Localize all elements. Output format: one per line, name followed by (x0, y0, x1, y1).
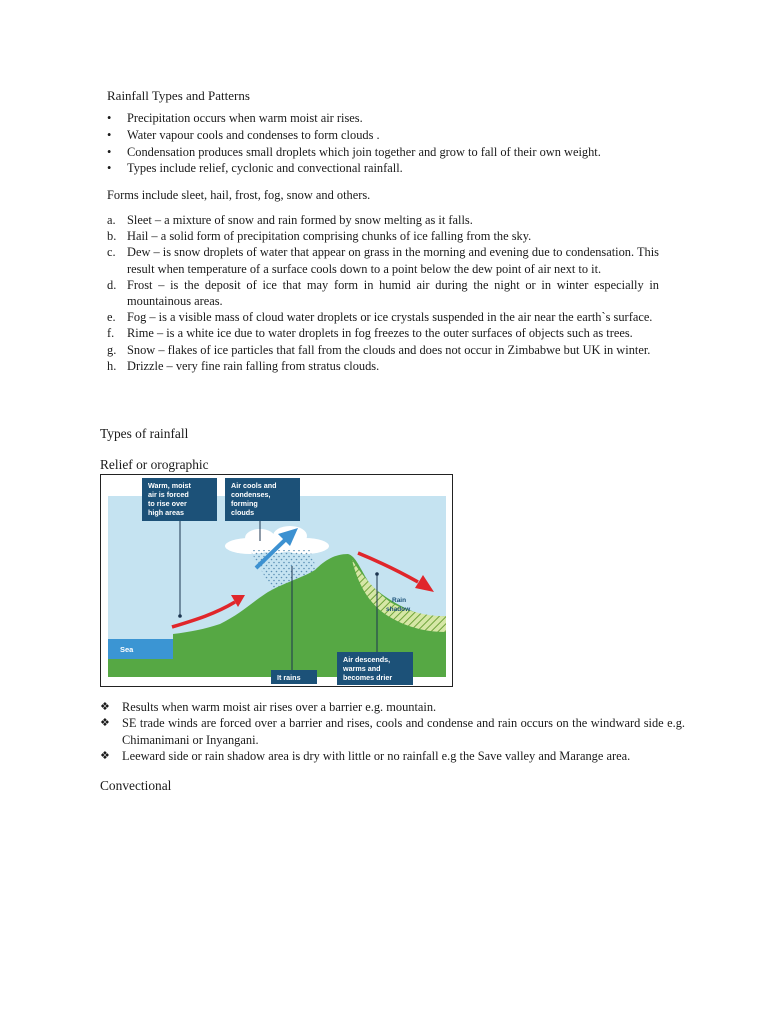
list-item (107, 244, 659, 276)
sea (108, 639, 173, 659)
rain-shadow-label-line2: shadow (386, 606, 411, 613)
label-cool-line2: condenses, (231, 490, 271, 499)
list-item-text: Rime – is a white ice due to water droplets in fog freezes to the outer surfaces of objects such as trees. (127, 326, 633, 341)
diamond-bullet-icon: ❖ (100, 716, 110, 730)
forms-intro: Forms include sleet, hail, frost, fog, snow and others. (107, 188, 371, 202)
list-marker: b. (107, 229, 117, 244)
label-box-warm-air (142, 478, 217, 521)
list-item (107, 309, 659, 325)
list-item-text: SE trade winds are forced over a barrier and rises, cools and condense and rain occurs on the windward side e.g. Chimanimani or Inyangani. (122, 716, 685, 747)
relief-rainfall-diagram (100, 474, 453, 687)
label-cool-line4: clouds (231, 508, 255, 517)
list-item (100, 748, 685, 764)
label-descends-line1: Air descends, (343, 655, 391, 664)
types-of-rainfall-heading: Types of rainfall (100, 426, 189, 441)
list-marker: h. (107, 358, 117, 373)
list-item (107, 342, 659, 358)
leader-dot-warm (178, 614, 182, 618)
bullet-glyph: • (107, 161, 112, 176)
label-warm-line2: air is forced (148, 490, 189, 499)
list-item (107, 212, 659, 228)
list-item (100, 715, 685, 748)
list-item-text: Drizzle – very fine rain falling from stratus clouds. (127, 358, 380, 373)
sea-label: Sea (120, 645, 134, 654)
list-item-text: Types include relief, cyclonic and convectional rainfall. (127, 161, 403, 176)
leader-dot-descends (375, 572, 379, 576)
list-marker: f. (107, 326, 115, 341)
precipitation-bullet-list (107, 110, 601, 177)
list-item (100, 699, 685, 715)
list-item (107, 110, 601, 127)
label-descends-line2: warms and (343, 664, 381, 673)
relief-results-list (100, 699, 685, 765)
list-item (107, 144, 601, 161)
list-item-text: Condensation produces small droplets which join together and grow to fall of their own weight. (127, 144, 601, 159)
list-item-text: Water vapour cools and condenses to form clouds . (127, 127, 380, 142)
label-cool-line1: Air cools and (231, 481, 277, 490)
list-item (107, 277, 659, 309)
list-item (107, 228, 659, 244)
diamond-bullet-icon: ❖ (100, 700, 110, 713)
label-it-rains: It rains (277, 673, 301, 682)
label-box-air-cools (225, 478, 300, 521)
list-item (107, 160, 601, 177)
bullet-glyph: • (107, 144, 112, 159)
list-marker: a. (107, 213, 116, 227)
list-item-text: Leeward side or rain shadow area is dry with little or no rainfall e.g the Save valley and Marange area. (122, 749, 631, 764)
relief-rainfall-heading: Relief or orographic (100, 457, 209, 472)
list-item-text: Dew – is snow droplets of water that appear on grass in the morning and evening due to condensation. This result when temperature of a surface cools down to a point below the dew point of air next to it. (127, 245, 659, 276)
list-item-text: Precipitation occurs when warm moist air rises. (127, 111, 363, 125)
label-descends-line3: becomes drier (343, 673, 393, 682)
list-item (107, 358, 659, 374)
forms-list (107, 212, 659, 374)
list-marker: g. (107, 342, 117, 357)
convectional-heading: Convectional (100, 778, 172, 793)
diamond-bullet-icon: ❖ (100, 749, 110, 763)
label-box-air-descends (337, 652, 413, 685)
list-marker: c. (107, 245, 116, 260)
label-cool-line3: forming (231, 499, 258, 508)
list-item-text: Frost – is the deposit of ice that may form in humid air during the night or in winter especially in mountainous areas. (127, 277, 659, 309)
list-item-text: Hail – a solid form of precipitation comprising chunks of ice falling from the sky. (127, 229, 532, 244)
list-marker: d. (107, 277, 117, 292)
list-item-text: Snow – flakes of ice particles that fall from the clouds and does not occur in Zimbabwe but UK in winter. (127, 342, 651, 357)
list-marker: e. (107, 310, 116, 325)
label-warm-line1: Warm, moist (148, 481, 191, 490)
rain-shadow-label-line1: Rain (392, 597, 407, 604)
list-item-text: Sleet – a mixture of snow and rain formed by snow melting as it falls. (127, 213, 473, 227)
label-box-it-rains (271, 670, 317, 684)
bullet-glyph: • (107, 111, 112, 125)
page-title: Rainfall Types and Patterns (107, 88, 250, 103)
bullet-glyph: • (107, 127, 112, 142)
label-warm-line3: to rise over (148, 499, 187, 508)
list-item (107, 127, 601, 144)
list-item (107, 325, 659, 341)
label-warm-line4: high areas (148, 508, 184, 517)
list-item-text: Results when warm moist air rises over a barrier e.g. mountain. (122, 700, 437, 714)
list-item-text: Fog – is a visible mass of cloud water droplets or ice crystals suspended in the air near the earth`s surface. (127, 310, 653, 325)
